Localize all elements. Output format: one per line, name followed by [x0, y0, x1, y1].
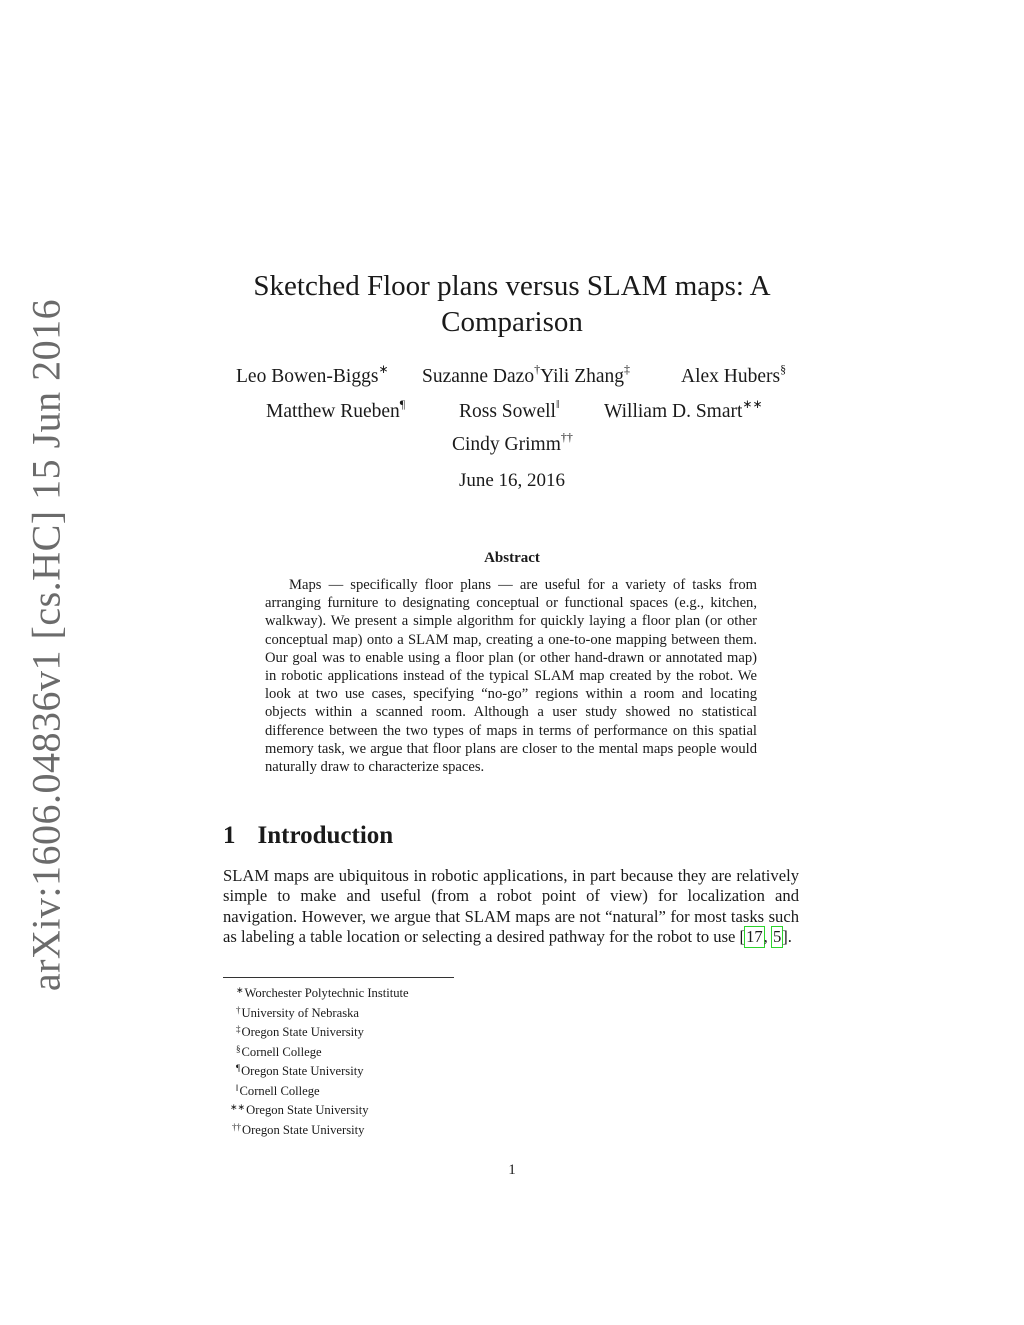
citation-link[interactable]: 5 — [772, 926, 782, 946]
author-mark: ‡ — [624, 362, 631, 376]
footnote-mark: ∗ — [236, 985, 244, 995]
citation-separator: , — [763, 926, 772, 946]
author-name: Alex Hubers — [681, 366, 781, 387]
footnote-text: Oregon State University — [242, 1122, 365, 1137]
footnote-mark: § — [236, 1043, 241, 1054]
footnote — [236, 982, 636, 1002]
footnote — [236, 1060, 636, 1080]
paper-title: Sketched Floor plans versus SLAM maps: A Comparison — [253, 270, 771, 338]
author-name: Suzanne Dazo — [422, 366, 535, 387]
publication-date: June 16, 2016 — [458, 470, 566, 491]
footnote-text: Cornell College — [241, 1044, 322, 1059]
page-number: 1 — [508, 1162, 516, 1178]
author-mark: ‖ — [555, 397, 560, 411]
footnote-mark: ∗∗ — [230, 1102, 246, 1112]
author-mark: § — [780, 362, 787, 376]
footnote-mark: ‡ — [236, 1024, 241, 1034]
footnote — [230, 1099, 636, 1119]
author — [681, 362, 786, 388]
footnote-text: Oregon State University — [241, 1064, 364, 1078]
author-name: Cindy Grimm — [452, 434, 561, 455]
introduction-paragraph: SLAM maps are ubiquitous in robotic applications, in part because they are relatively simple to make and useful (from a robot point of view) for localization and navigation. However, we argue that SLAM maps are not “natural” for most tasks such as labeling a table location or selecting a desired pathway for the robot to use [17, 5]. — [223, 866, 799, 946]
author-name: Ross Sowell — [459, 401, 556, 422]
footnote-divider — [223, 977, 454, 978]
abstract-text: Maps — specifically floor plans — are useful for a variety of tasks from arranging furniture to designating conceptual or functional spaces (e.g., kitchen, walkway). We present a simple algorithm for quickly laying a floor plan (or other conceptual map) onto a SLAM map, creating a one-to-one mapping between them. Our goal was to enable using a floor plan (or other hand-drawn or annotated map) in robotic applications instead of the typical SLAM map created by the robot. We look at two use cases, specifying “no-go” regions within a room and locating objects within a scanned room. Although a user study showed no statistical difference between the two types of maps in terms of performance on this spatial memory task, we argue that floor plans are closer to the mental maps people would naturally draw to characterize spaces. — [265, 577, 757, 776]
author — [266, 397, 405, 423]
author — [452, 430, 573, 456]
author-mark: †† — [560, 430, 573, 444]
footnote — [236, 1041, 636, 1061]
footnote — [236, 1002, 636, 1022]
arxiv-identifier-stamp: arXiv:1606.04836v1 [cs.HC] 15 Jun 2016 — [23, 298, 69, 992]
footnote-text: Oregon State University — [246, 1103, 369, 1117]
section-heading — [223, 822, 393, 850]
author-name: Leo Bowen-Biggs — [236, 366, 379, 387]
footnote-mark: †† — [232, 1121, 241, 1132]
footnote-text: University of Nebraska — [241, 1005, 360, 1020]
author-name: Yili Zhang — [540, 366, 625, 387]
section-title: Introduction — [257, 822, 394, 849]
footnote-mark: ‖ — [236, 1082, 239, 1093]
section-number: 1 — [223, 822, 236, 849]
abstract-heading: Abstract — [484, 550, 540, 566]
footnote — [232, 1119, 636, 1139]
footnote-mark: † — [236, 1004, 241, 1015]
author — [604, 397, 763, 423]
footnote-mark: ¶ — [236, 1063, 241, 1073]
footnote-text: Cornell College — [239, 1083, 320, 1098]
citation-link[interactable]: 17 — [746, 926, 763, 946]
author — [459, 397, 559, 423]
footnote — [236, 1080, 636, 1100]
introduction-text-end: . — [787, 926, 792, 946]
footnote-text: Oregon State University — [241, 1025, 364, 1039]
footnote — [236, 1021, 636, 1041]
footnote-text: Worchester Polytechnic Institute — [244, 986, 409, 1000]
author-mark: † — [534, 362, 541, 376]
footnote-list — [230, 982, 636, 1138]
author-mark: ∗∗ — [742, 397, 763, 411]
author — [422, 362, 630, 388]
author-name: William D. Smart — [604, 401, 743, 422]
author-name: Matthew Rueben — [266, 401, 400, 422]
introduction-text: SLAM maps are ubiquitous in robotic applications, in part because they are relatively simple to make and useful (from a robot point of view) for localization and navigation. However, we argue that SLAM maps are not “natural” for most tasks such as labeling a table location or selecting a desired pathway for the robot to use — [223, 866, 799, 946]
author-mark: ∗ — [378, 362, 389, 376]
author-mark: ¶ — [399, 397, 406, 411]
author — [236, 362, 389, 388]
